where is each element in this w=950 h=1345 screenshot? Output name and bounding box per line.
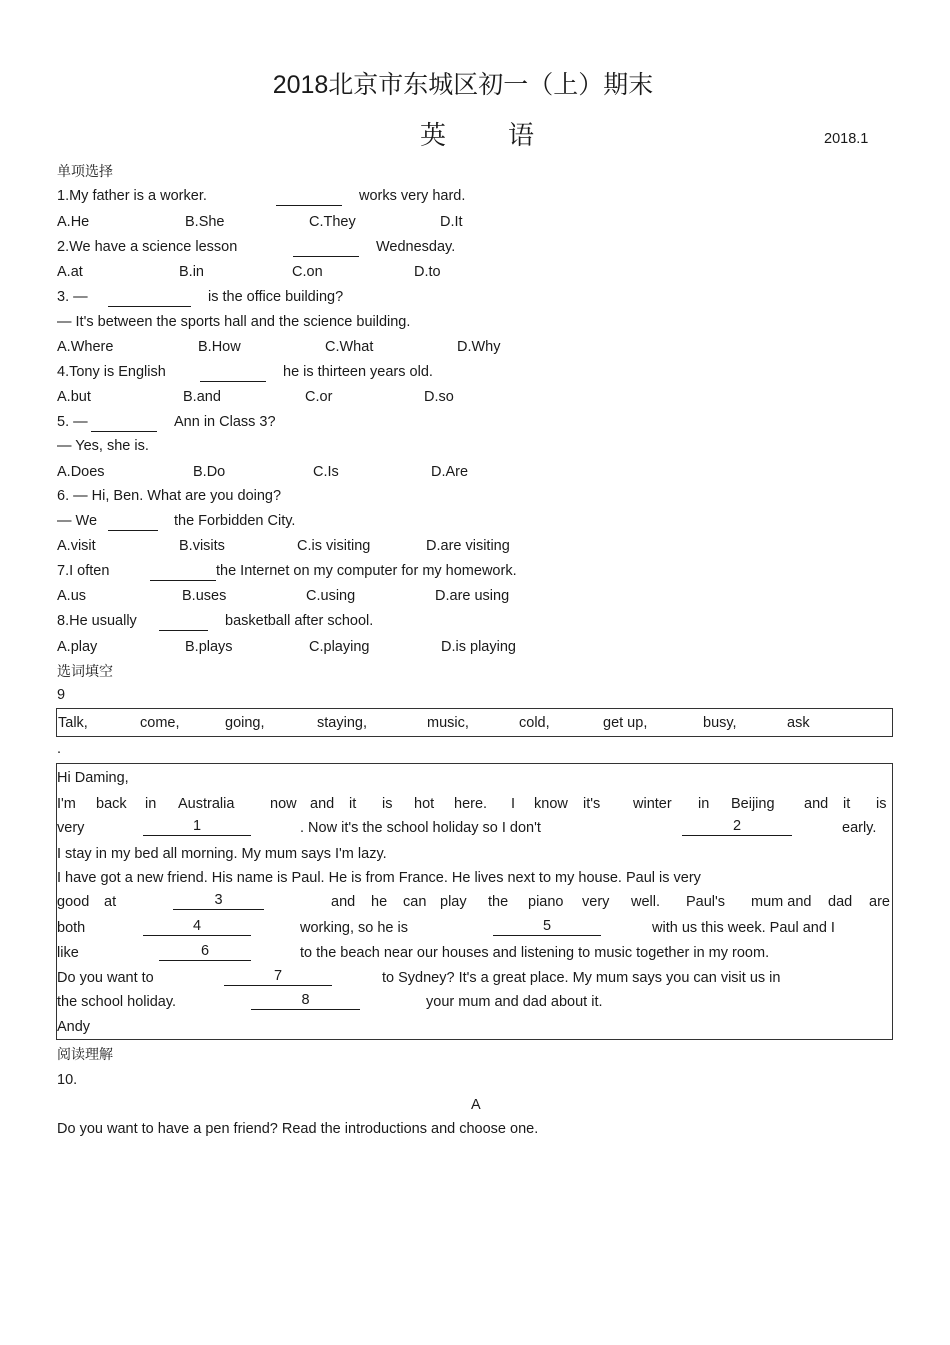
q7-option-b: B.uses xyxy=(182,588,227,604)
letter-word: it xyxy=(349,796,357,812)
q3-option-b: B.How xyxy=(198,339,241,355)
letter-text: working, so he is xyxy=(300,920,408,936)
q2-blank xyxy=(293,240,359,257)
letter-signature: Andy xyxy=(57,1019,91,1035)
dot-mark: . xyxy=(57,741,62,757)
word-bank-item: going, xyxy=(225,715,265,731)
word-bank-item: music, xyxy=(427,715,469,731)
letter-word: it xyxy=(843,796,851,812)
q6-text: — We xyxy=(57,513,98,529)
q2-text: 2.We have a science lesson xyxy=(57,239,238,255)
question-number-9: 9 xyxy=(57,687,66,703)
word-bank-item: ask xyxy=(787,715,810,731)
q5-option-c: C.Is xyxy=(313,464,339,480)
q4-option-d: D.so xyxy=(424,389,454,405)
q5-text: 5. — xyxy=(57,414,88,430)
letter-word: winter xyxy=(633,796,672,812)
letter-text: with us this week. Paul and I xyxy=(652,920,835,936)
letter-word: in xyxy=(145,796,157,812)
letter-word: play xyxy=(440,894,467,910)
q2-option-c: C.on xyxy=(292,264,323,280)
letter-word: hot xyxy=(414,796,435,812)
word-bank-item: Talk, xyxy=(58,715,88,731)
letter-text: . Now it's the school holiday so I don't xyxy=(300,820,541,836)
q8-text-end: basketball after school. xyxy=(225,613,374,629)
letter-word: and xyxy=(804,796,829,812)
letter-blank-4: 4 xyxy=(143,918,251,936)
letter-word: and xyxy=(331,894,356,910)
section-heading-reading: 阅读理解 xyxy=(57,1046,113,1062)
word-bank-item: busy, xyxy=(703,715,737,731)
letter-word: and xyxy=(310,796,335,812)
q4-option-b: B.and xyxy=(183,389,221,405)
letter-word: is xyxy=(876,796,887,812)
letter-word: Beijing xyxy=(731,796,775,812)
subject-char-1: 英 xyxy=(420,120,447,150)
q4-option-c: C.or xyxy=(305,389,333,405)
letter-line: I stay in my bed all morning. My mum says I'm lazy. xyxy=(57,846,387,862)
letter-word: can xyxy=(403,894,427,910)
letter-text: Do you want to xyxy=(57,970,154,986)
q7-text: 7.I often xyxy=(57,563,110,579)
q1-text-end: works very hard. xyxy=(359,188,466,204)
q4-option-a: A.but xyxy=(57,389,91,405)
letter-text: early. xyxy=(842,820,877,836)
letter-word: he xyxy=(371,894,388,910)
q1-option-b: B.She xyxy=(185,214,225,230)
exam-date: 2018.1 xyxy=(824,131,869,147)
letter-word: very xyxy=(582,894,610,910)
q1-text: 1.My father is a worker. xyxy=(57,188,207,204)
q3-text-end: is the office building? xyxy=(208,289,344,305)
q6-question-line: 6. — Hi, Ben. What are you doing? xyxy=(57,488,282,504)
q1-option-c: C.They xyxy=(309,214,356,230)
q3-text: 3. — xyxy=(57,289,88,305)
word-bank-item: staying, xyxy=(317,715,367,731)
letter-blank-8: 8 xyxy=(251,992,360,1010)
q5-option-b: B.Do xyxy=(193,464,226,480)
q2-option-d: D.to xyxy=(414,264,441,280)
subject-char-2: 语 xyxy=(508,120,535,150)
letter-word: piano xyxy=(528,894,564,910)
word-bank-item: get up, xyxy=(603,715,648,731)
letter-text: both xyxy=(57,920,86,936)
question-number-10: 10. xyxy=(57,1072,78,1088)
letter-text: very xyxy=(57,820,85,836)
q7-blank xyxy=(150,564,216,581)
letter-word: I'm xyxy=(57,796,76,812)
letter-word: is xyxy=(382,796,393,812)
q6-option-d: D.are visiting xyxy=(426,538,510,554)
q5-option-a: A.Does xyxy=(57,464,105,480)
section-heading-word-fill: 选词填空 xyxy=(57,663,113,679)
q5-text-end: Ann in Class 3? xyxy=(174,414,276,430)
q6-blank xyxy=(108,514,158,531)
letter-blank-1: 1 xyxy=(143,818,251,836)
q8-option-b: B.plays xyxy=(185,639,233,655)
letter-text: to the beach near our houses and listening to music together in my room. xyxy=(300,945,770,961)
letter-word: the xyxy=(488,894,509,910)
passage-label: A xyxy=(471,1097,481,1113)
letter-word: are xyxy=(869,894,890,910)
letter-line: I have got a new friend. His name is Paul. He is from France. He lives next to my house. Paul is very xyxy=(57,870,701,886)
letter-blank-6: 6 xyxy=(159,943,251,961)
letter-word: good xyxy=(57,894,90,910)
letter-word: here. xyxy=(454,796,488,812)
q2-option-a: A.at xyxy=(57,264,83,280)
letter-blank-7: 7 xyxy=(224,968,332,986)
q4-blank xyxy=(200,365,266,382)
letter-word: at xyxy=(104,894,117,910)
letter-word: in xyxy=(698,796,710,812)
q7-option-a: A.us xyxy=(57,588,87,604)
q8-option-a: A.play xyxy=(57,639,98,655)
letter-word: know xyxy=(534,796,568,812)
letter-word: Australia xyxy=(178,796,235,812)
word-bank-box xyxy=(56,708,893,737)
q5-answer-line: — Yes, she is. xyxy=(57,438,149,454)
q1-blank xyxy=(276,189,342,206)
reading-intro: Do you want to have a pen friend? Read the introductions and choose one. xyxy=(57,1121,539,1137)
word-bank-item: cold, xyxy=(519,715,550,731)
q6-option-c: C.is visiting xyxy=(297,538,371,554)
letter-text: like xyxy=(57,945,79,961)
letter-blank-3: 3 xyxy=(173,892,264,910)
word-bank-item: come, xyxy=(140,715,180,731)
letter-word: back xyxy=(96,796,127,812)
letter-greeting: Hi Daming, xyxy=(57,770,129,786)
page-title: 2018北京市东城区初一（上）期末 xyxy=(272,71,654,99)
q8-blank xyxy=(159,614,208,631)
q1-option-a: A.He xyxy=(57,214,90,230)
q5-blank xyxy=(91,415,157,432)
q3-answer-line: — It's between the sports hall and the science building. xyxy=(57,314,411,330)
q8-option-d: D.is playing xyxy=(441,639,516,655)
q6-option-b: B.visits xyxy=(179,538,225,554)
section-heading-single-choice: 单项选择 xyxy=(57,163,113,179)
q4-text: 4.Tony is English xyxy=(57,364,166,380)
letter-word: now xyxy=(270,796,297,812)
letter-blank-2: 2 xyxy=(682,818,792,836)
letter-word: I xyxy=(511,796,516,812)
letter-text: the school holiday. xyxy=(57,994,177,1010)
q7-text-end: the Internet on my computer for my homework. xyxy=(216,563,517,579)
letter-word: Paul's xyxy=(686,894,726,910)
q4-text-end: he is thirteen years old. xyxy=(283,364,433,380)
q3-blank xyxy=(108,290,191,307)
letter-blank-5: 5 xyxy=(493,918,601,936)
q1-option-d: D.It xyxy=(440,214,463,230)
letter-word: it's xyxy=(583,796,601,812)
q8-text: 8.He usually xyxy=(57,613,137,629)
letter-word: mum and xyxy=(751,894,812,910)
letter-text: your mum and dad about it. xyxy=(426,994,603,1010)
q2-text-end: Wednesday. xyxy=(376,239,456,255)
q3-option-d: D.Why xyxy=(457,339,501,355)
letter-word: well. xyxy=(631,894,661,910)
letter-word: dad xyxy=(828,894,853,910)
q7-option-d: D.are using xyxy=(435,588,510,604)
letter-text: to Sydney? It's a great place. My mum says you can visit us in xyxy=(382,970,781,986)
q6-text-end: the Forbidden City. xyxy=(174,513,296,529)
q2-option-b: B.in xyxy=(179,264,204,280)
q8-option-c: C.playing xyxy=(309,639,370,655)
q7-option-c: C.using xyxy=(306,588,356,604)
q5-option-d: D.Are xyxy=(431,464,469,480)
q3-option-a: A.Where xyxy=(57,339,114,355)
q6-option-a: A.visit xyxy=(57,538,96,554)
q3-option-c: C.What xyxy=(325,339,374,355)
